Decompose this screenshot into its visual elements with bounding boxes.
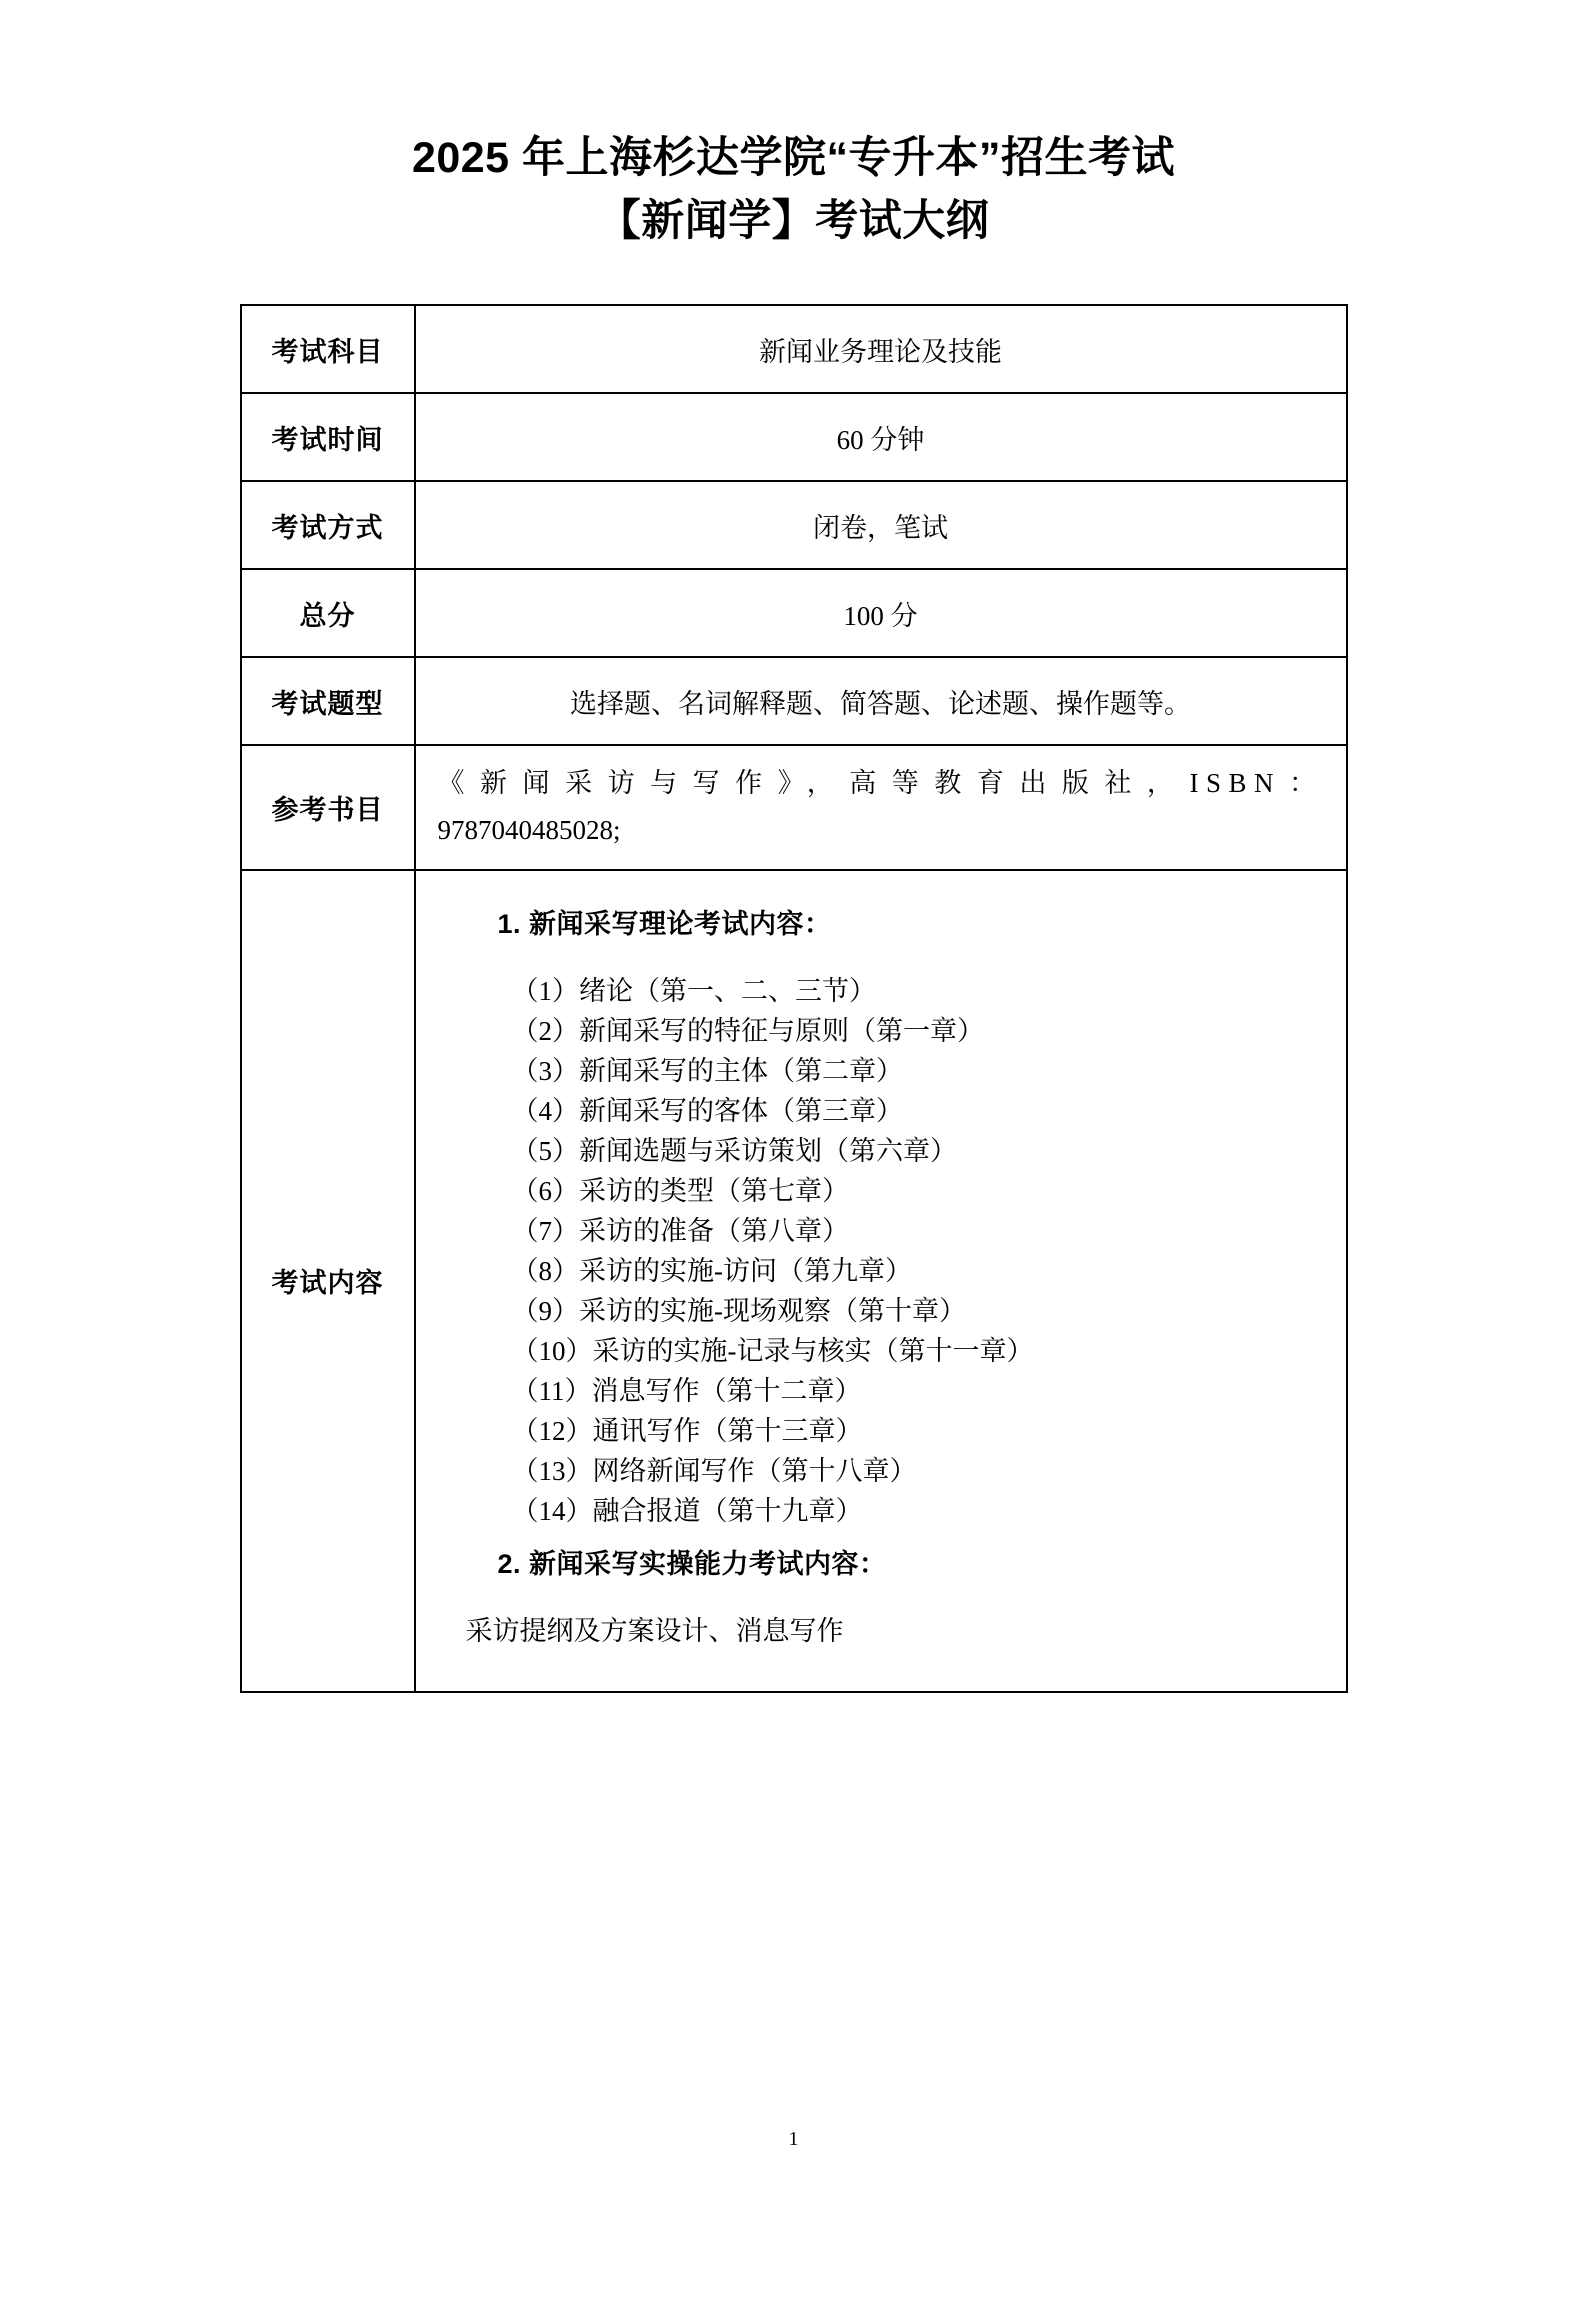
section-1-item-list: [466, 971, 1326, 1531]
row-label-duration: 考试时间: [241, 393, 415, 481]
table-row: [241, 305, 1347, 393]
table-row: [241, 870, 1347, 1692]
table-row: [241, 657, 1347, 745]
list-item: （3）新闻采写的主体（第二章）: [511, 1055, 903, 1086]
list-item: （4）新闻采写的客体（第三章）: [511, 1095, 903, 1126]
row-value-duration: 60 分钟: [415, 393, 1347, 481]
row-label-subject: 考试科目: [241, 305, 415, 393]
row-value-exam-content: [415, 870, 1347, 1692]
list-item: （11）消息写作（第十二章）: [511, 1375, 862, 1406]
row-value-reference-books: [415, 745, 1347, 870]
row-label-question-types: 考试题型: [241, 657, 415, 745]
row-label-exam-content: 考试内容: [241, 870, 415, 1692]
list-item: （12）通讯写作（第十三章）: [511, 1415, 863, 1446]
row-label-reference-books: 参考书目: [241, 745, 415, 870]
list-item: （10）采访的实施-记录与核实（第十一章）: [511, 1335, 1034, 1366]
reference-book-line-2: 9787040485028;: [437, 814, 621, 845]
row-label-total-score: 总分: [241, 569, 415, 657]
page-title: [0, 0, 1587, 252]
list-item: （8）采访的实施-访问（第九章）: [511, 1255, 912, 1286]
spacer: [466, 1531, 1326, 1551]
row-value-format: 闭卷，笔试: [415, 481, 1347, 569]
list-item: （14）融合报道（第十九章）: [511, 1495, 863, 1526]
table-row: [241, 393, 1347, 481]
row-label-format: 考试方式: [241, 481, 415, 569]
title-line-2: 【新闻学】考试大纲: [597, 197, 990, 246]
spacer: [466, 1591, 1326, 1611]
row-value-question-types: 选择题、名词解释题、简答题、论述题、操作题等。: [415, 657, 1347, 745]
page-number: 1: [788, 2128, 799, 2150]
list-item: （7）采访的准备（第八章）: [511, 1215, 849, 1246]
row-value-subject: 新闻业务理论及技能: [415, 305, 1347, 393]
row-value-total-score: 100 分: [415, 569, 1347, 657]
title-line-1: 2025 年上海杉达学院“专升本”招生考试: [411, 134, 1176, 182]
table-row: [241, 745, 1347, 870]
table-row: [241, 569, 1347, 657]
list-item: （6）采访的类型（第七章）: [511, 1175, 849, 1206]
list-item: （5）新闻选题与采访策划（第六章）: [511, 1135, 957, 1166]
list-item: （13）网络新闻写作（第十八章）: [511, 1455, 917, 1486]
exam-outline-table: [240, 304, 1348, 1693]
exam-content-block: [465, 908, 1326, 1651]
reference-book-line-1: 《新闻采访与写作》，高等教育出版社，ISBN：: [437, 768, 1324, 799]
section-2-text: 采访提纲及方案设计、消息写作: [465, 1615, 844, 1646]
list-item: （2）新闻采写的特征与原则（第一章）: [511, 1015, 984, 1046]
spacer: [466, 951, 1326, 971]
list-item: （9）采访的实施-现场观察（第十章）: [511, 1295, 966, 1326]
section-1-heading: 1. 新闻采写理论考试内容：: [497, 908, 832, 939]
section-2-heading: 2. 新闻采写实操能力考试内容：: [497, 1548, 887, 1579]
table-row: [241, 481, 1347, 569]
list-item: （1）绪论（第一、二、三节）: [511, 975, 876, 1006]
